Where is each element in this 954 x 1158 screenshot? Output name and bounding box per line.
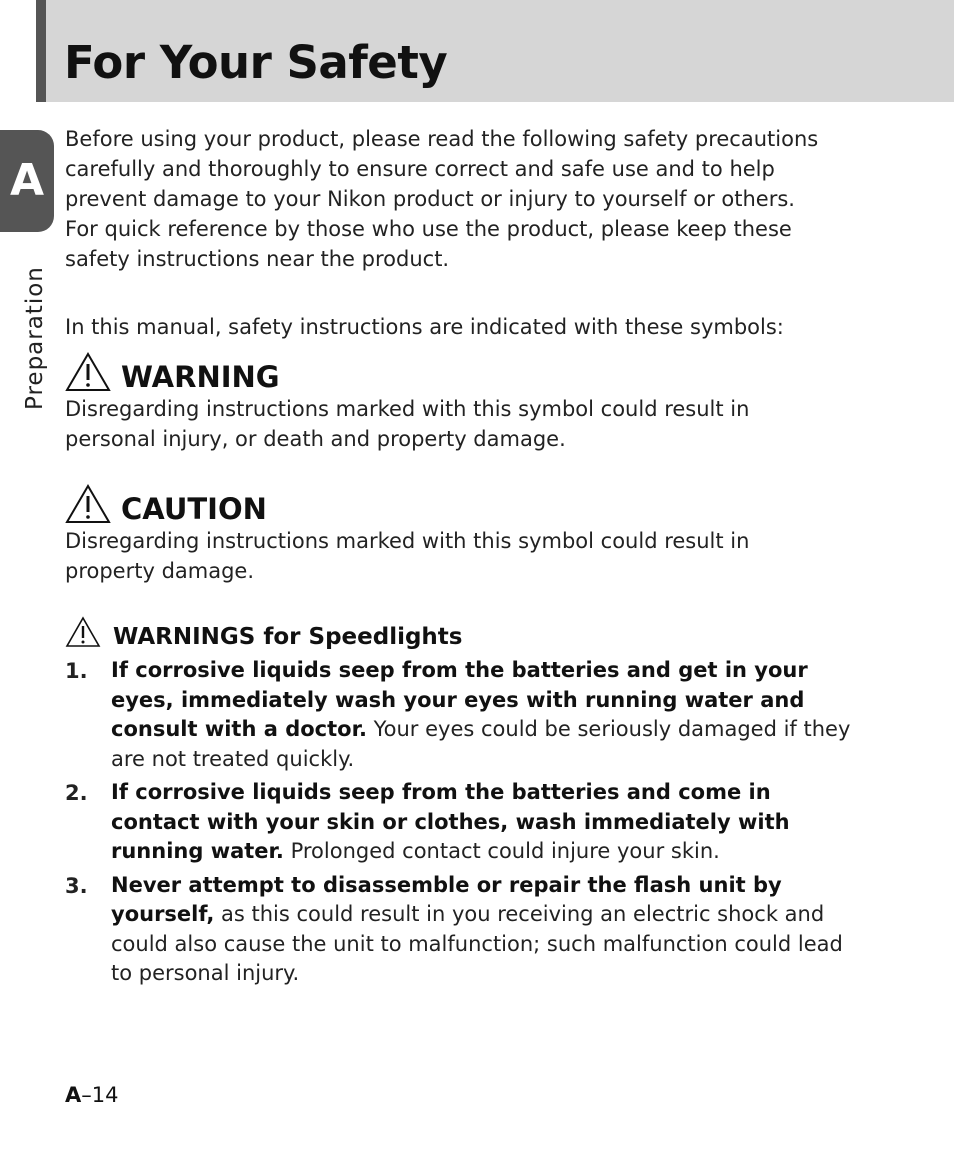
page-number-section: A <box>65 1083 82 1107</box>
caution-description <box>65 526 865 586</box>
warning-triangle-icon <box>65 616 101 648</box>
main-content <box>65 124 865 993</box>
warning-label: WARNING <box>121 360 280 394</box>
list-item-bold: If corrosive liquids seep from the batteries and get in your eyes, immediately wash your eyes with running water and consult with a doctor. <box>111 658 808 741</box>
warning-symbol-heading <box>65 352 865 394</box>
intro-line: Before using your product, please read the following safety precautions <box>65 127 819 151</box>
page-number <box>65 1083 119 1107</box>
list-item <box>65 656 865 774</box>
list-item-rest: Your eyes could be seriously damaged if they are not treated quickly. <box>111 717 851 771</box>
warnings-heading-text: WARNINGS for Speedlights <box>113 624 463 650</box>
list-item-rest: Prolonged contact could injure your skin. <box>283 839 720 863</box>
warning-description-line: personal injury, or death and property damage. <box>65 427 566 451</box>
intro-paragraph <box>65 124 865 274</box>
list-item-bold: If corrosive liquids seep from the batteries and come in contact with your skin or clothes, wash immediately with running water. <box>111 780 790 863</box>
warning-description-line: Disregarding instructions marked with this symbol could result in <box>65 397 750 421</box>
list-item-number: 3. <box>65 873 88 898</box>
section-label: Preparation <box>22 266 48 410</box>
header-accent-bar <box>36 0 46 102</box>
list-item-text <box>111 656 865 774</box>
warning-description <box>65 394 865 454</box>
list-item-bold: Never attempt to disassemble or repair the flash unit by yourself, <box>111 872 782 926</box>
intro-line: carefully and thoroughly to ensure correct and safe use and to help <box>65 157 775 181</box>
caution-description-line: Disregarding instructions marked with this symbol could result in <box>65 529 750 553</box>
list-item-number: 2. <box>65 781 88 805</box>
page-number-value: –14 <box>81 1083 119 1107</box>
symbols-note: In this manual, safety instructions are indicated with these symbols: <box>65 315 784 339</box>
intro-line: safety instructions near the product. <box>65 247 450 271</box>
intro-line: prevent damage to your Nikon product or injury to yourself or others. <box>65 187 795 211</box>
list-item <box>65 871 865 989</box>
list-item-text <box>111 871 865 989</box>
list-item-number: 1. <box>65 659 88 683</box>
caution-triangle-icon <box>65 484 111 524</box>
section-tab-letter: A <box>9 155 45 206</box>
intro-line: For quick reference by those who use the product, please keep these <box>65 217 792 241</box>
section-tab <box>0 130 54 232</box>
warnings-list <box>65 656 865 989</box>
caution-description-line: property damage. <box>65 559 255 583</box>
warnings-heading <box>65 616 865 652</box>
page-title: For Your Safety <box>64 36 448 89</box>
caution-symbol-heading <box>65 484 865 526</box>
caution-label: CAUTION <box>121 492 267 526</box>
list-item <box>65 778 865 867</box>
warning-triangle-icon <box>65 352 111 392</box>
list-item-text <box>111 778 865 867</box>
list-item-rest: as this could result in you receiving an electric shock and could also cause the unit to malfunction; such malfunction could lead to personal injury. <box>111 902 843 985</box>
